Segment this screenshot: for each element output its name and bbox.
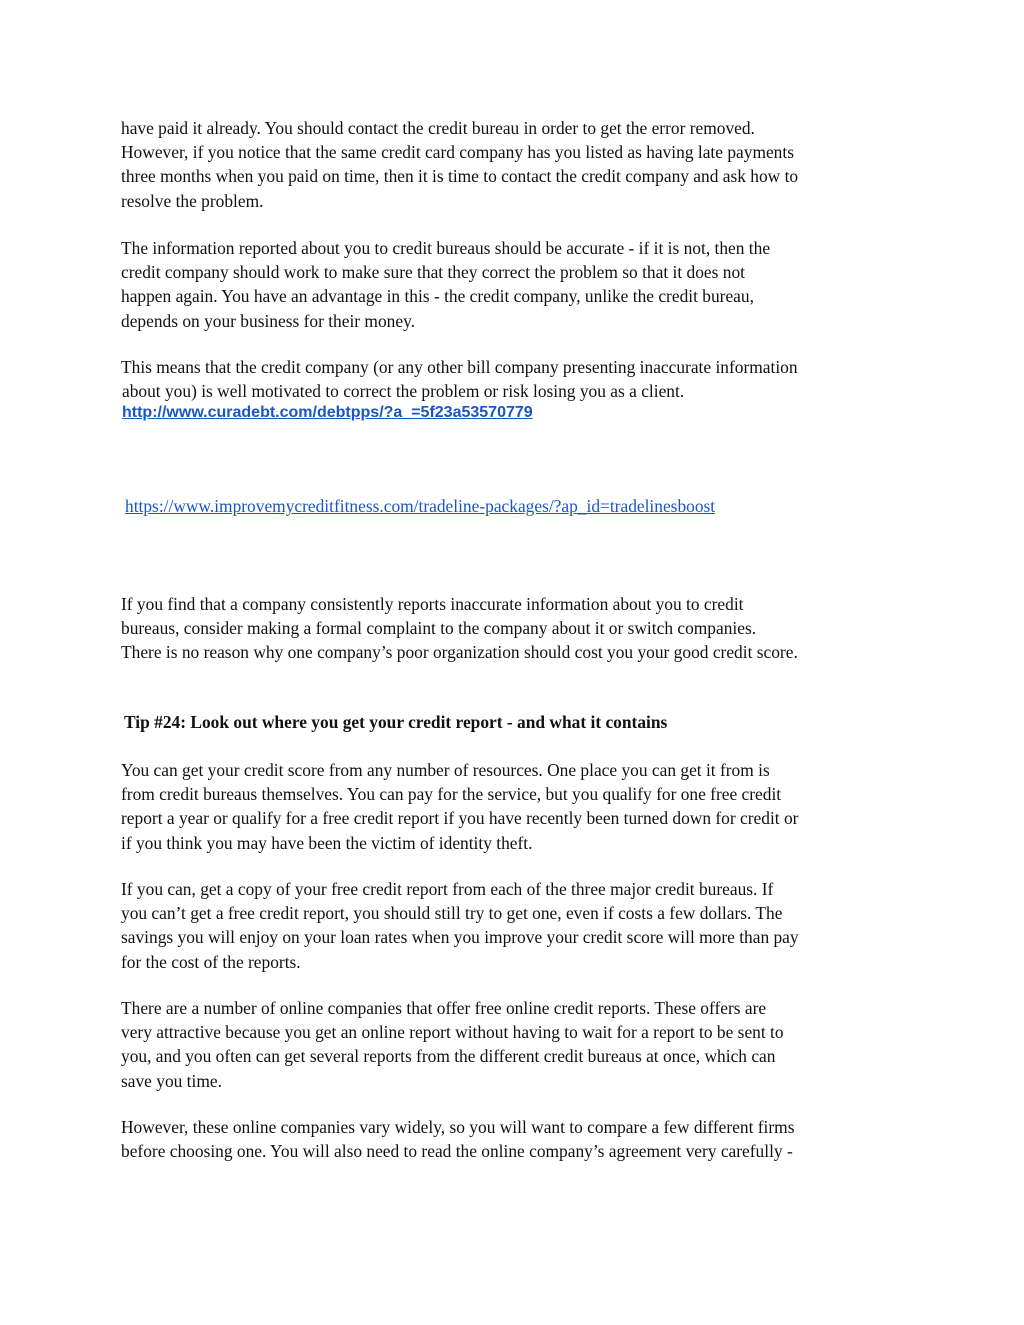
paragraph-motivated-company bbox=[121, 355, 798, 403]
text-line: credit company should work to make sure that they correct the problem so that it does not bbox=[121, 262, 745, 283]
text-line: happen again. You have an advantage in this - the credit company, unlike the credit bureau, bbox=[121, 286, 754, 307]
text-line: you can’t get a free credit report, you should still try to get one, even if costs a few dollars. The bbox=[121, 903, 783, 924]
section-heading: Tip #24: Look out where you get your credit report - and what it contains bbox=[124, 712, 668, 732]
paragraph-error-removal bbox=[121, 116, 798, 213]
text-line: have paid it already. You should contact the credit bureau in order to get the error removed. bbox=[121, 118, 755, 138]
text-line: If you find that a company consistently reports inaccurate information about you to credit bbox=[121, 594, 744, 614]
text-line: from credit bureaus themselves. You can pay for the service, but you qualify for one free credit bbox=[121, 784, 782, 805]
text-line: You can get your credit score from any number of resources. One place you can get it from is bbox=[121, 760, 770, 780]
text-line: savings you will enjoy on your loan rates when you improve your credit score will more than pay bbox=[121, 927, 799, 948]
text-line: you, and you often can get several reports from the different credit bureaus at once, which can bbox=[121, 1046, 776, 1067]
text-line: for the cost of the reports. bbox=[121, 951, 301, 972]
text-line: report a year or qualify for a free credit report if you have recently been turned down for credit or bbox=[121, 808, 799, 829]
text-line: before choosing one. You will also need to read the online company’s agreement very carefully - bbox=[121, 1141, 793, 1162]
text-line: resolve the problem. bbox=[121, 190, 264, 211]
paragraph-free-credit-report bbox=[121, 877, 799, 974]
text-line: if you think you may have been the victim of identity theft. bbox=[121, 832, 533, 853]
text-line: There are a number of online companies that offer free online credit reports. These offers are bbox=[121, 998, 767, 1018]
text-line: The information reported about you to credit bureaus should be accurate - if it is not, then the bbox=[121, 238, 771, 258]
text-line: about you) is well motivated to correct the problem or risk losing you as a client. bbox=[122, 381, 685, 402]
text-line: depends on your business for their money. bbox=[121, 310, 415, 331]
paragraph-compare-firms bbox=[121, 1115, 794, 1163]
text-line: However, if you notice that the same credit card company has you listed as having late payments bbox=[121, 142, 794, 163]
text-line: There is no reason why one company’s poor organization should cost you your good credit score. bbox=[121, 642, 798, 663]
paragraph-accurate-information bbox=[121, 236, 770, 333]
paragraph-online-companies bbox=[121, 996, 784, 1093]
paragraph-credit-score-sources bbox=[121, 758, 798, 855]
text-line: three months when you paid on time, then it is time to contact the credit company and ask how to bbox=[121, 166, 799, 187]
text-line: save you time. bbox=[121, 1070, 222, 1091]
improvemycreditfitness-link[interactable]: https://www.improvemycreditfitness.com/tradeline-packages/?ap_id=tradelinesboost bbox=[125, 496, 716, 516]
text-line: very attractive because you get an online report without having to wait for a report to be sent to bbox=[121, 1022, 784, 1043]
text-line: This means that the credit company (or any other bill company presenting inaccurate information bbox=[121, 357, 798, 377]
paragraph-formal-complaint bbox=[121, 592, 798, 665]
text-line: However, these online companies vary widely, so you will want to compare a few different firms bbox=[121, 1117, 795, 1137]
text-line: If you can, get a copy of your free credit report from each of the three major credit bureaus. If bbox=[121, 879, 774, 899]
text-line: bureaus, consider making a formal complaint to the company about it or switch companies. bbox=[121, 618, 757, 639]
curadebt-link[interactable]: http://www.curadebt.com/debtpps/?a_=5f23a53570779 bbox=[122, 404, 533, 421]
